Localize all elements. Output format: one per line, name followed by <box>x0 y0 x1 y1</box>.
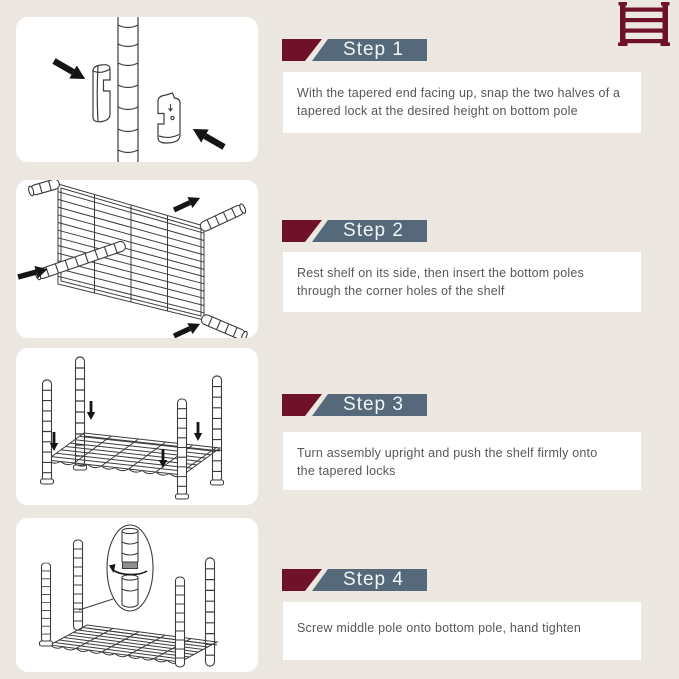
pole-stub-top-left <box>28 180 61 196</box>
step1-description <box>283 72 641 133</box>
push-down-arrow <box>87 401 95 420</box>
step4-illustration <box>16 518 258 672</box>
text-line: With the tapered end facing up, snap the two halves of a <box>297 86 621 100</box>
pole-front-right <box>178 399 187 496</box>
text-line: Turn assembly upright and push the shelf firmly onto <box>297 446 598 460</box>
pole-foot <box>176 494 189 499</box>
text-line: through the corner holes of the shelf <box>297 283 505 298</box>
step2-description <box>283 252 641 312</box>
step1-banner <box>282 39 427 61</box>
pole-back-left <box>74 540 83 630</box>
screw-detail-callout <box>107 525 153 611</box>
text-line: Screw middle pole onto bottom pole, hand tighten <box>297 621 582 635</box>
arrow-toward-pole-left <box>50 55 89 86</box>
step3-banner <box>282 394 427 416</box>
step3-illustration <box>16 348 258 505</box>
step3-description <box>283 432 641 490</box>
step2-illustration <box>16 180 258 338</box>
pole-foot <box>211 480 224 485</box>
insert-arrow-top-right <box>171 192 202 215</box>
step1-title: Step 1 <box>343 39 404 60</box>
step4-banner <box>282 569 427 591</box>
push-down-arrow <box>194 422 202 441</box>
pole-back-left <box>76 357 85 467</box>
pole-foot <box>41 479 54 484</box>
step2-illustration-panel <box>16 180 258 338</box>
tapered-lock-left-half <box>93 65 110 122</box>
bottom-pole-bottom-right <box>200 313 248 338</box>
step4-illustration-panel <box>16 518 258 672</box>
step3-title: Step 3 <box>343 394 404 415</box>
step1-illustration <box>16 17 258 162</box>
callout-pointer-line <box>79 599 113 610</box>
text-line: the tapered locks <box>297 463 396 478</box>
arrow-toward-pole-right <box>189 123 228 154</box>
tapered-lock-right-half <box>158 93 180 143</box>
step2-banner <box>282 220 427 242</box>
step4-title: Step 4 <box>343 569 404 590</box>
pole-foot <box>40 641 53 646</box>
step4-description <box>283 602 641 660</box>
wire-shelf <box>47 433 220 477</box>
step1-illustration-panel <box>16 17 258 162</box>
step2-title: Step 2 <box>343 220 404 241</box>
pole-back-right <box>213 376 222 482</box>
bottom-pole <box>118 17 138 162</box>
wire-shelf <box>50 625 217 664</box>
pole-back-right <box>206 558 215 666</box>
text-line: Rest shelf on its side, then insert the bottom poles <box>297 266 584 280</box>
shelf-rack-icon <box>617 2 671 46</box>
step3-illustration-panel <box>16 348 258 505</box>
insert-arrow-bottom-right <box>171 318 202 338</box>
pole-front-left <box>42 563 51 642</box>
pole-front-left <box>43 380 52 483</box>
bottom-pole-top-right <box>199 203 247 232</box>
text-line: tapered lock at the desired height on bottom pole <box>297 103 578 118</box>
threaded-coupling <box>123 562 138 569</box>
pole-front-right <box>176 577 185 667</box>
